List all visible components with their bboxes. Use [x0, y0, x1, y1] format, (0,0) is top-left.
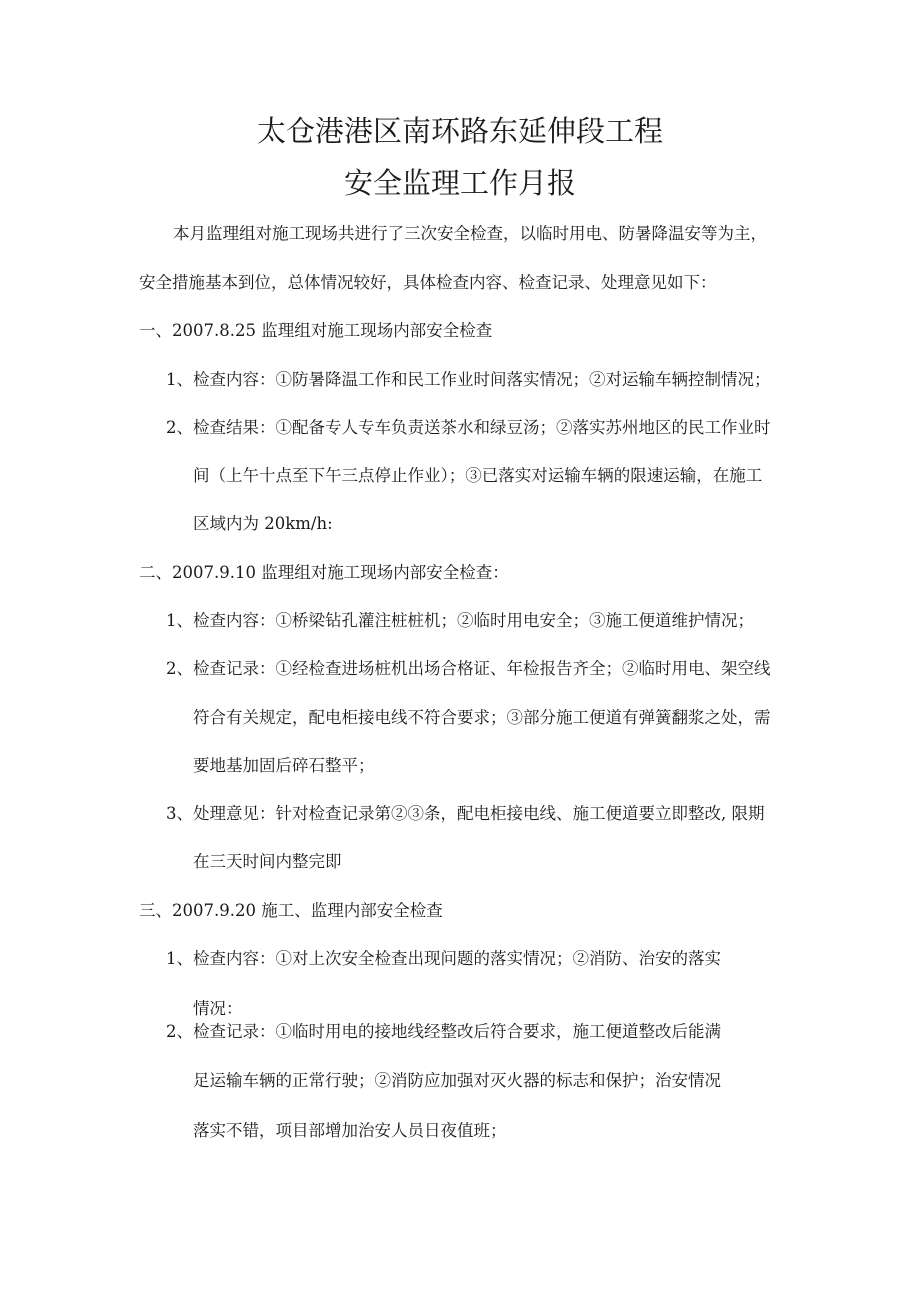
item-text-line: 落实不错，项目部增加治安人员日夜值班；: [193, 1121, 507, 1140]
item-number: 2、: [166, 1022, 193, 1041]
item-text-line: 足运输车辆的正常行驶；②消防应加强对灭火器的标志和保护；治安情况: [193, 1071, 721, 1090]
item-number: 1、: [166, 611, 193, 630]
item-text-line: 检查记录：①临时用电的接地线经整改后符合要求，施工便道整改后能满: [193, 1022, 721, 1041]
item-text-line: 区域内为 20km/h:: [193, 514, 333, 533]
item-text-line: 符合有关规定，配电柜接电线不符合要求；③部分施工便道有弹簧翻浆之处，需: [193, 708, 771, 727]
item-text-line: 间（上午十点至下午三点停止作业）；③已落实对运输车辆的限速运输，在施工: [193, 466, 763, 485]
intro-paragraph-line: 本月监理组对施工现场共进行了三次安全检查，以临时用电、防暑降温安等为主，: [173, 224, 767, 243]
section-heading: 一、2007.8.25 监理组对施工现场内部安全检查: [139, 321, 493, 340]
item-text-line: 检查结果：①配备专人专车负责送茶水和绿豆汤；②落实苏州地区的民工作业时: [193, 418, 771, 437]
item-number: 1、: [166, 949, 193, 968]
section-heading: 二、2007.9.10 监理组对施工现场内部安全检查：: [139, 563, 509, 582]
section-heading: 三、2007.9.20 施工、监理内部安全检查: [139, 901, 443, 920]
item-text-line: 在三天时间内整完即: [193, 852, 342, 871]
item-text-line: 情况：: [193, 999, 243, 1018]
item-number: 2、: [166, 418, 193, 437]
item-number: 1、: [166, 370, 193, 389]
item-text-line: 检查内容：①防暑降温工作和民工作业时间落实情况；②对运输车辆控制情况；: [193, 370, 771, 389]
item-text-line: 检查内容：①桥梁钻孔灌注桩桩机；②临时用电安全；③施工便道维护情况；: [193, 611, 754, 630]
intro-paragraph-line: 安全措施基本到位，总体情况较好，具体检查内容、检查记录、处理意见如下：: [139, 273, 717, 292]
item-number: 2、: [166, 659, 193, 678]
item-text-line: 检查记录：①经检查进场桩机出场合格证、年检报告齐全；②临时用电、架空线: [193, 659, 771, 678]
document-title: 太仓港港区南环路东延伸段工程: [256, 114, 663, 148]
item-text-line: 要地基加固后碎石整平；: [193, 756, 375, 775]
item-text-line: 检查内容：①对上次安全检查出现问题的落实情况；②消防、治安的落实: [193, 949, 721, 968]
document-subtitle: 安全监理工作月报: [343, 166, 576, 200]
item-number: 3、: [166, 804, 193, 823]
item-text-line: 处理意见：针对检查记录第②③条，配电柜接电线、施工便道要立即整改, 限期: [193, 804, 765, 823]
